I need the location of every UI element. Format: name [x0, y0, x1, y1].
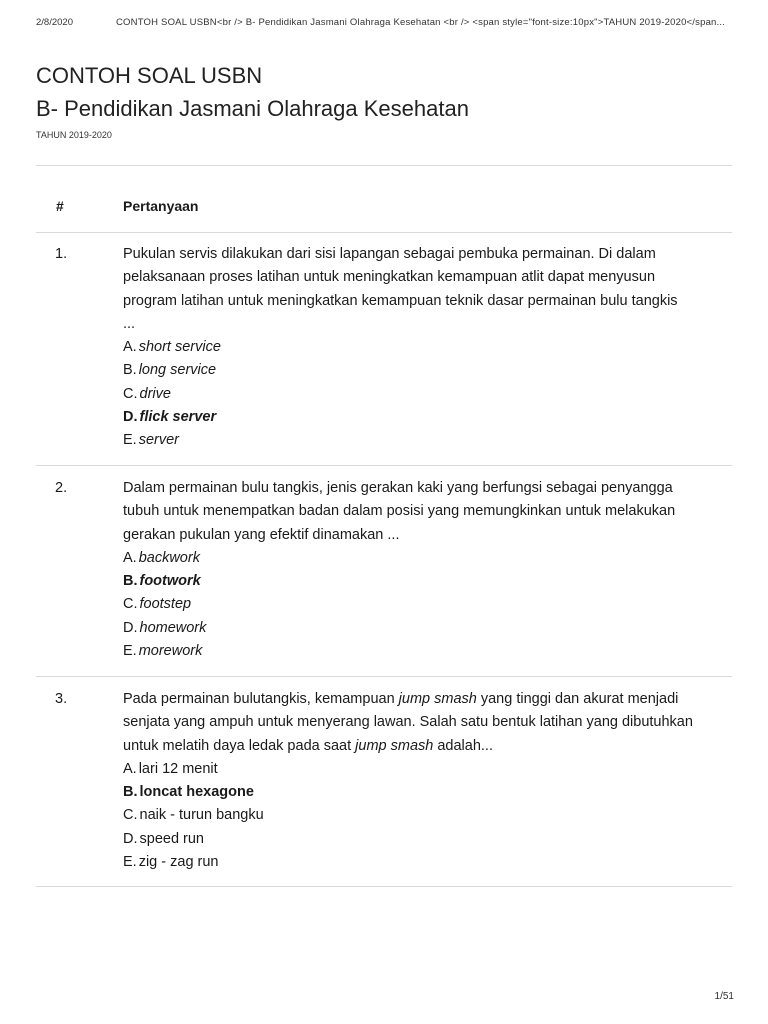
divider	[36, 676, 732, 677]
option-text: drive	[139, 385, 171, 402]
option-label: C.	[123, 807, 138, 824]
question-text: yang tinggi dan akurat menjadi	[476, 691, 679, 707]
answer-option	[123, 804, 716, 827]
print-header	[36, 17, 732, 31]
school-year: TAHUN 2019-2020	[36, 130, 112, 140]
option-text: naik - turun bangku	[139, 807, 264, 824]
question-text-line	[123, 735, 716, 758]
option-label: B.	[123, 362, 137, 379]
option-label: B.	[123, 784, 138, 801]
option-label: B.	[123, 573, 138, 590]
option-text: flick server	[139, 409, 217, 426]
option-text: server	[138, 432, 179, 449]
divider	[36, 165, 732, 166]
column-number-header: #	[56, 198, 64, 214]
option-text: zig - zag run	[138, 854, 219, 871]
print-doc-title: CONTOH SOAL USBN<br /> B- Pendidikan Jasmani Olahraga Kesehatan <br /> <span style="font-size:10px">TAHUN 2019-2020</span...	[116, 17, 726, 28]
page-subtitle: B- Pendidikan Jasmani Olahraga Kesehatan	[36, 96, 469, 121]
option-text: long service	[138, 362, 217, 379]
option-label: E.	[123, 854, 137, 871]
question-text: untuk melatih daya ledak pada saat	[123, 737, 356, 754]
question-text-emphasis: jump smash	[398, 691, 477, 707]
divider	[36, 232, 732, 233]
question-text-line: pelaksanaan proses latihan untuk meningkatkan kemampuan atlit dapat menyusun	[123, 269, 656, 286]
option-text: morework	[138, 643, 203, 660]
option-text: backwork	[138, 549, 200, 566]
option-label: A.	[123, 549, 137, 566]
question-text: Pada permainan bulutangkis, kemampuan	[123, 691, 399, 707]
answer-option	[123, 547, 716, 570]
question-text: adalah...	[433, 737, 493, 754]
print-date: 2/8/2020	[36, 17, 73, 28]
option-text: footwork	[139, 573, 201, 590]
answer-option-correct	[123, 781, 716, 804]
option-label: D.	[123, 619, 138, 636]
option-text: lari 12 menit	[138, 760, 218, 777]
option-text: speed run	[139, 830, 204, 847]
option-text: footstep	[139, 596, 192, 613]
answer-option	[123, 640, 716, 663]
question-text-line: Pukulan servis dilakukan dari sisi lapangan sebagai pembuka permainan. Di dalam	[123, 246, 656, 262]
title-block	[36, 60, 732, 142]
answer-option	[123, 828, 716, 851]
page-title: CONTOH SOAL USBN	[36, 63, 263, 88]
option-text: homework	[139, 619, 207, 636]
question-text-line: tubuh untuk menempatkan badan dalam posisi yang memungkinkan untuk melakukan	[123, 503, 676, 520]
question-body	[123, 477, 716, 663]
option-label: E.	[123, 643, 137, 660]
answer-option	[123, 851, 716, 874]
question-text-line: Dalam permainan bulu tangkis, jenis gerakan kaki yang berfungsi sebagai penyangga	[123, 480, 673, 496]
question-text-emphasis: jump smash	[355, 737, 434, 754]
column-question-header: Pertanyaan	[123, 198, 199, 214]
divider	[36, 465, 732, 466]
page-number: 1/51	[714, 991, 734, 1002]
question-number: 2.	[55, 480, 68, 496]
option-text: loncat hexagone	[139, 784, 254, 801]
option-label: A.	[123, 760, 137, 777]
question-text-line: program latihan untuk meningkatkan kemampuan teknik dasar permainan bulu tangkis	[123, 292, 678, 309]
option-text: short service	[138, 339, 221, 356]
answer-option	[123, 429, 716, 452]
question-text-line: ...	[123, 315, 136, 332]
option-label: D.	[123, 830, 138, 847]
answer-option	[123, 383, 716, 406]
answer-option-correct	[123, 570, 716, 593]
answer-option	[123, 593, 716, 616]
question-text-line: gerakan pukulan yang efektif dinamakan ...	[123, 526, 400, 543]
option-label: C.	[123, 385, 138, 402]
question-text-line: senjata yang ampuh untuk menyerang lawan. Salah satu bentuk latihan yang dibutuhkan	[123, 714, 693, 731]
question-body	[123, 243, 716, 453]
answer-option	[123, 758, 716, 781]
question-body	[123, 688, 716, 874]
question-number: 3.	[55, 691, 68, 707]
answer-option	[123, 359, 716, 382]
option-label: E.	[123, 432, 137, 449]
question-text-line	[123, 688, 716, 711]
option-label: D.	[123, 409, 138, 426]
option-label: A.	[123, 339, 137, 356]
option-label: C.	[123, 596, 138, 613]
divider	[36, 886, 732, 887]
answer-option	[123, 617, 716, 640]
answer-option	[123, 336, 716, 359]
answer-option-correct	[123, 406, 716, 429]
question-number: 1.	[55, 246, 68, 262]
